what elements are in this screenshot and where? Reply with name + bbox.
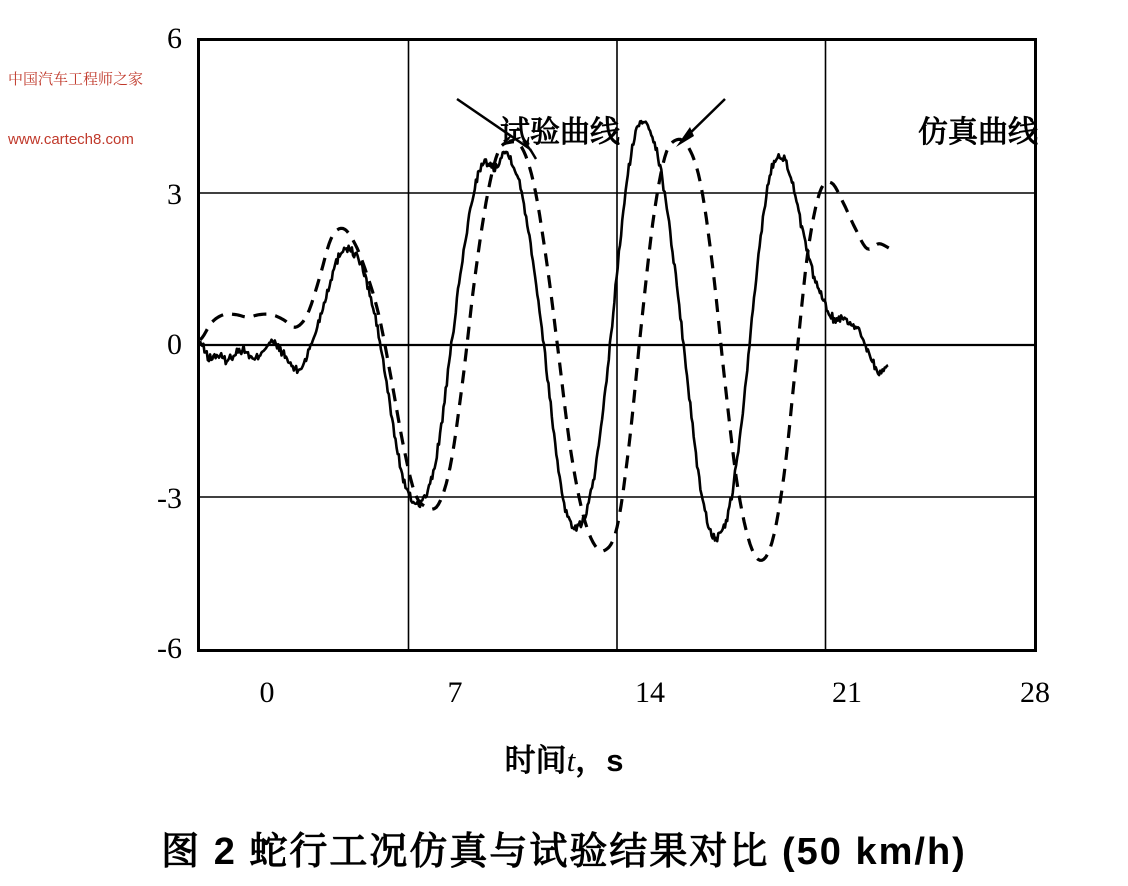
x-axis-title: 时间t，s — [504, 743, 624, 778]
x-tick-28: 28 — [1020, 676, 1050, 709]
figure-caption: 图 2 蛇行工况仿真与试验结果对比 (50 km/h) — [161, 831, 967, 873]
watermark-line-2: www.cartech8.com — [8, 131, 134, 148]
x-axis-title-unit: s — [606, 743, 624, 778]
data-series-layer — [200, 121, 891, 560]
x-tick-21: 21 — [832, 676, 862, 709]
y-tick-0: 0 — [167, 328, 182, 361]
x-axis-title-symbol: t — [566, 743, 576, 778]
x-tick-14: 14 — [635, 676, 665, 709]
y-tick-neg6: -6 — [157, 632, 182, 665]
annotation-test-curve: 试验曲线 — [500, 116, 620, 149]
annotation-sim-curve: 仿真曲线 — [918, 116, 1038, 149]
y-tick-6: 6 — [167, 22, 182, 55]
x-tick-7: 7 — [447, 676, 463, 709]
plot-area — [197, 38, 1037, 652]
x-tick-0: 0 — [259, 676, 275, 709]
watermark — [8, 30, 143, 190]
x-axis-title-cn: 时间 — [504, 743, 567, 778]
y-tick-3: 3 — [167, 178, 182, 211]
y-tick-neg3: -3 — [157, 482, 182, 515]
watermark-line-1: 中国汽车工程师之家 — [8, 71, 144, 88]
